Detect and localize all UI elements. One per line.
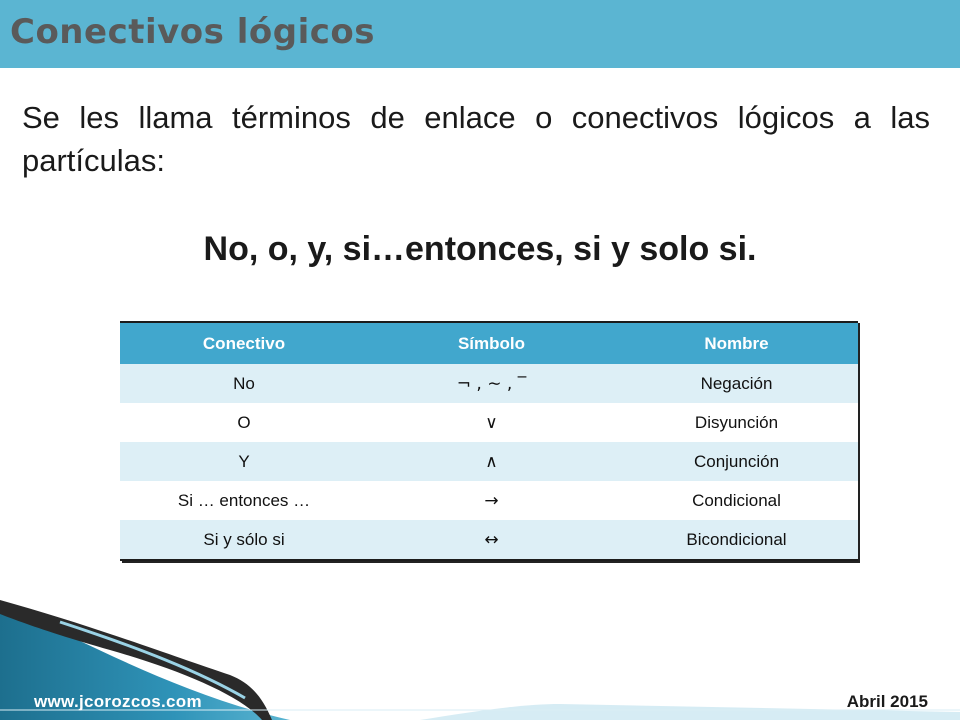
header-nombre: Nombre [615, 322, 858, 364]
connectives-list: No, o, y, si…entonces, si y solo si. [203, 230, 757, 268]
table-row [120, 364, 858, 403]
header-conectivo: Conectivo [120, 322, 368, 364]
slide-title: Conectivos lógicos [10, 12, 375, 52]
cell-conectivo: Si y sólo si [120, 520, 368, 560]
cell-simbolo: ∨ [368, 403, 615, 442]
table-header-row [120, 322, 858, 364]
title-bar [0, 0, 960, 68]
website-link[interactable]: www.jcorozcos.com [34, 692, 202, 711]
cell-nombre: Bicondicional [615, 520, 858, 560]
cell-simbolo: → [368, 481, 615, 520]
cell-nombre: Negación [615, 364, 858, 403]
cell-nombre: Condicional [615, 481, 858, 520]
connectives-table [120, 321, 858, 561]
table-row [120, 481, 858, 520]
cell-simbolo: ↔ [368, 520, 615, 560]
date-label: Abril 2015 [846, 692, 928, 711]
intro-paragraph: Se les llama términos de enlace o conectivos lógicos a las partículas: [22, 100, 930, 178]
cell-nombre: Disyunción [615, 403, 858, 442]
table-row [120, 403, 858, 442]
header-simbolo: Símbolo [368, 322, 615, 364]
cell-conectivo: Si … entonces … [120, 481, 368, 520]
table-row [120, 442, 858, 481]
cell-conectivo: O [120, 403, 368, 442]
cell-nombre: Conjunción [615, 442, 858, 481]
cell-conectivo: No [120, 364, 368, 403]
cell-conectivo: Y [120, 442, 368, 481]
cell-simbolo: ∧ [368, 442, 615, 481]
table-row [120, 520, 858, 560]
cell-simbolo: ¬ , ∼ , ‾ [368, 364, 615, 403]
